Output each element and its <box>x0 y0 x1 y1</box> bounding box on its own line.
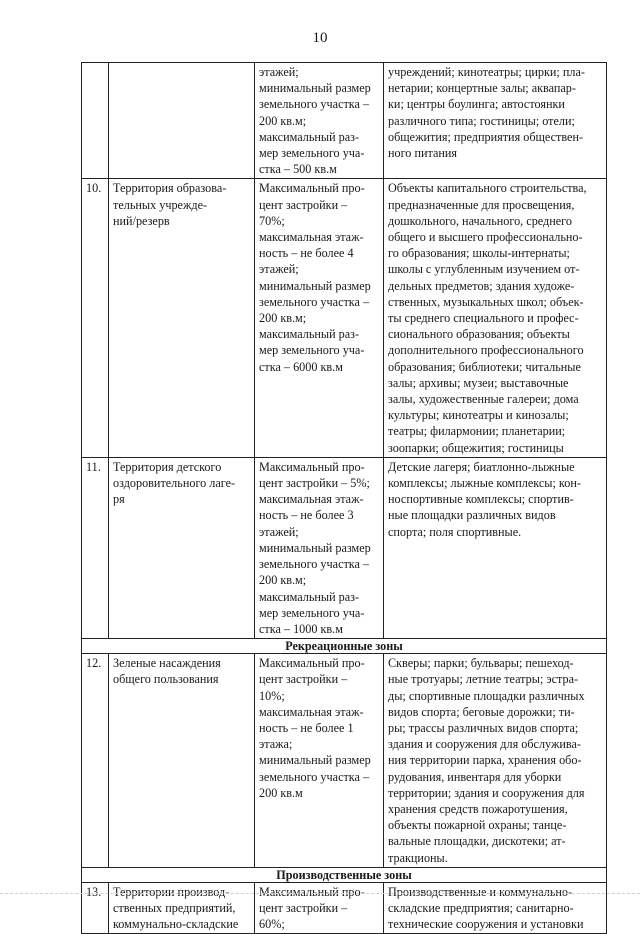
table-row <box>82 63 607 179</box>
cell-line: ного питания <box>388 146 458 161</box>
cell-line: технические сооружения и установки <box>388 917 584 932</box>
cell-line: общего и высшего профессионально- <box>388 230 583 245</box>
table-row <box>82 457 607 638</box>
section-title: Рекреационные зоны <box>82 639 607 654</box>
cell-line: Территория детского <box>113 459 222 474</box>
cell-line: предназначенные для просвещения, <box>388 197 575 212</box>
cell-line: стка – 500 кв.м <box>259 162 337 177</box>
cell-line: Зеленые насаждения <box>113 656 221 671</box>
cell-line: мер земельного уча- <box>259 146 365 161</box>
building-params-cell <box>255 457 384 638</box>
cell-line: оздоровительного лаге- <box>113 476 236 491</box>
zoning-table <box>81 62 607 934</box>
cell-line: максимальный раз- <box>259 327 360 342</box>
row-number: 12. <box>82 654 109 868</box>
cell-line: объекты пожарной охраны; танце- <box>388 818 567 833</box>
cell-line: мер земельного уча- <box>259 343 365 358</box>
cell-line: вальные площадки, дискотеки; ат- <box>388 834 566 849</box>
cell-line: максимальная этаж- <box>259 230 364 245</box>
cell-line: 200 кв.м; <box>259 113 307 128</box>
cell-line: залы; архивы; музеи; выставочные <box>388 375 569 390</box>
cell-line: 200 кв.м <box>259 785 303 800</box>
zone-name-cell <box>109 63 255 179</box>
building-params-cell <box>255 654 384 868</box>
cell-line: территории; здания и сооружения для <box>388 785 585 800</box>
zone-name-cell <box>109 179 255 457</box>
cell-line: зоопарки; общежития; гостиницы <box>388 440 564 455</box>
cell-line: этажей; <box>259 524 299 539</box>
cell-line: ность – не более 3 <box>259 508 354 523</box>
cell-line: ря <box>113 492 125 507</box>
cell-line: образования; библиотеки; читальные <box>388 359 581 374</box>
cell-line: тракционы. <box>388 850 448 865</box>
section-title: Производственные зоны <box>82 867 607 882</box>
cell-line: Максимальный про- <box>259 181 365 196</box>
building-params-cell <box>255 882 384 934</box>
row-number <box>82 63 109 179</box>
cell-line: сионального образования; объекты <box>388 327 570 342</box>
building-params-cell <box>255 179 384 457</box>
cell-line: комплексы; лыжные комплексы; кон- <box>388 476 581 491</box>
permitted-objects-cell <box>384 179 607 457</box>
cell-line: ды; спортивные площадки различных <box>388 688 585 703</box>
section-header-row <box>82 639 607 654</box>
cell-line: Максимальный про- <box>259 884 365 899</box>
cell-line: цент застройки – <box>259 672 348 687</box>
cell-line: этажа; <box>259 737 293 752</box>
cell-line: различного типа; гостиницы; отели; <box>388 113 575 128</box>
cell-line: этажей; <box>259 65 299 79</box>
building-params-cell <box>255 63 384 179</box>
permitted-objects-cell <box>384 457 607 638</box>
cell-line: здания и сооружения для обслужива- <box>388 737 581 752</box>
cell-line: цент застройки – <box>259 197 348 212</box>
cell-line: 200 кв.м; <box>259 573 307 588</box>
cell-line: ты среднего специального и профес- <box>388 311 579 326</box>
cell-line: земельного участка – <box>259 769 370 784</box>
cell-line: тельных учрежде- <box>113 197 208 212</box>
cell-line: дошкольного, начального, среднего <box>388 213 572 228</box>
cell-line: стка – 1000 кв.м <box>259 621 343 636</box>
cell-line: ственных предприятий, <box>113 900 236 915</box>
cell-line: минимальный размер <box>259 753 371 768</box>
cell-line: стка – 6000 кв.м <box>259 359 343 374</box>
cell-line: Объекты капитального строительства, <box>388 181 587 196</box>
cell-line: ность – не более 4 <box>259 246 354 261</box>
cell-line: дельных предметов; здания художе- <box>388 278 575 293</box>
cell-line: минимальный размер <box>259 540 371 555</box>
table-row <box>82 654 607 868</box>
cell-line: школы с углубленным изучением от- <box>388 262 580 277</box>
cell-line: общежития; предприятия обществен- <box>388 129 584 144</box>
cell-line: цент застройки – <box>259 900 348 915</box>
page-number: 10 <box>312 30 328 46</box>
cell-line: этажей; <box>259 262 299 277</box>
permitted-objects-cell <box>384 63 607 179</box>
cell-line: максимальная этаж- <box>259 704 364 719</box>
cell-line: земельного участка – <box>259 97 370 112</box>
cell-line: 70%; <box>259 213 285 228</box>
zone-name-cell <box>109 882 255 934</box>
cell-line: ний/резерв <box>113 213 170 228</box>
cell-line: нетарии; концертные залы; аквапар- <box>388 81 576 96</box>
cell-line: дополнительного профессионального <box>388 343 584 358</box>
permitted-objects-cell <box>384 654 607 868</box>
cell-line: минимальный размер <box>259 278 371 293</box>
cell-line: цент застройки – 5%; <box>259 476 370 491</box>
cell-line: Максимальный про- <box>259 656 365 671</box>
cell-line: рудования, инвентаря для уборки <box>388 769 562 784</box>
cell-line: видов спорта; беговые дорожки; ти- <box>388 704 575 719</box>
cell-line: 10%; <box>259 688 285 703</box>
zone-name-cell <box>109 654 255 868</box>
cell-line: театры; филармонии; планетарии; <box>388 424 566 439</box>
row-number: 13. <box>82 882 109 934</box>
page-bottom-edge <box>0 893 640 894</box>
cell-line: 200 кв.м; <box>259 311 307 326</box>
cell-line: ния территории парка, хранения обо- <box>388 753 582 768</box>
cell-line: Максимальный про- <box>259 459 365 474</box>
row-number: 10. <box>82 179 109 457</box>
cell-line: 60%; <box>259 917 285 932</box>
cell-line: минимальный размер <box>259 81 371 96</box>
cell-line: ки; центры боулинга; автостоянки <box>388 97 565 112</box>
cell-line: учреждений; кинотеатры; цирки; пла- <box>388 65 585 79</box>
cell-line: ры; трассы различных видов спорта; <box>388 720 579 735</box>
cell-line: спорта; поля спортивные. <box>388 524 522 539</box>
section-header-row <box>82 867 607 882</box>
table-row <box>82 882 607 934</box>
row-number: 11. <box>82 457 109 638</box>
permitted-objects-cell <box>384 882 607 934</box>
cell-line: культуры; кинотеатры и кинозалы; <box>388 408 569 423</box>
cell-line: залы, художественные галереи; дома <box>388 392 579 407</box>
cell-line: Скверы; парки; бульвары; пешеход- <box>388 656 574 671</box>
cell-line: го образования; школы-интернаты; <box>388 246 570 261</box>
cell-line: максимальный раз- <box>259 589 360 604</box>
cell-line: общего пользования <box>113 672 219 687</box>
cell-line: ственных, музыкальных школ; объек- <box>388 294 584 309</box>
cell-line: ность – не более 1 <box>259 720 354 735</box>
cell-line: Детские лагеря; биатлонно-лыжные <box>388 459 575 474</box>
cell-line: ные площадки различных видов <box>388 508 556 523</box>
cell-line: Производственные и коммунально- <box>388 884 573 899</box>
cell-line: складские предприятия; санитарно- <box>388 900 574 915</box>
cell-line: хранения средств пожаротушения, <box>388 801 568 816</box>
cell-line: максимальная этаж- <box>259 492 364 507</box>
zone-name-cell <box>109 457 255 638</box>
cell-line: максимальный раз- <box>259 129 360 144</box>
cell-line: Территории производ- <box>113 884 230 899</box>
cell-line: земельного участка – <box>259 557 370 572</box>
cell-line: коммунально-складские <box>113 917 239 932</box>
cell-line: ные тротуары; летние театры; эстра- <box>388 672 579 687</box>
cell-line: Территория образова- <box>113 181 227 196</box>
cell-line: земельного участка – <box>259 294 370 309</box>
cell-line: носпортивные комплексы; спортив- <box>388 492 574 507</box>
table-row <box>82 179 607 457</box>
cell-line: мер земельного уча- <box>259 605 365 620</box>
